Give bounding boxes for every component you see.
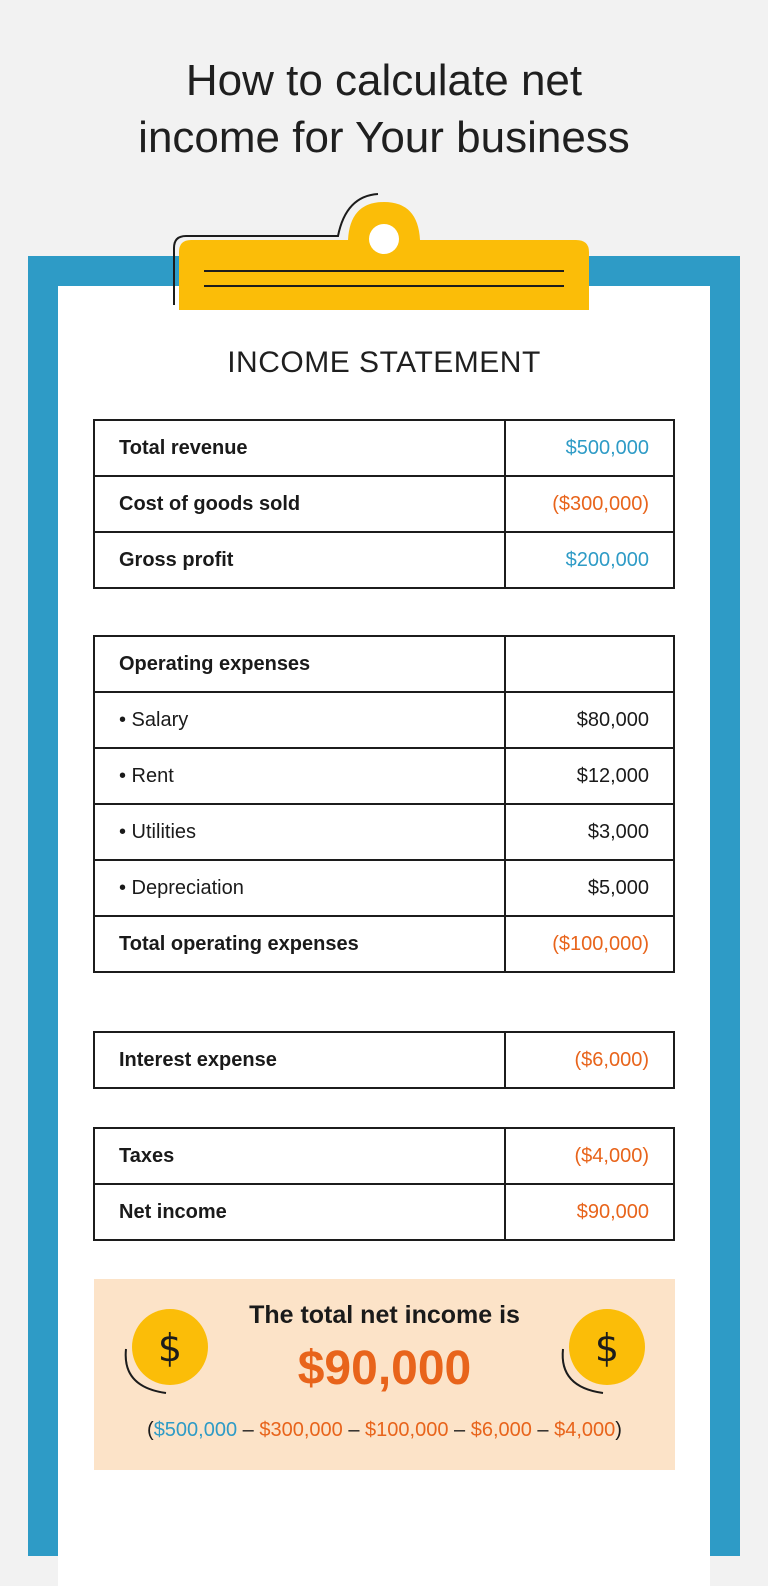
table-row — [94, 1184, 674, 1240]
dollar-coin-icon — [557, 1307, 653, 1399]
row-label: Cost of goods sold — [94, 476, 505, 532]
interest-table — [93, 1031, 675, 1089]
table-row — [94, 1032, 674, 1088]
table-row — [94, 532, 674, 588]
row-value: $90,000 — [505, 1184, 674, 1240]
statement-title: INCOME STATEMENT — [227, 346, 541, 379]
table-row — [94, 804, 674, 860]
row-value: ($4,000) — [505, 1128, 674, 1184]
formula-close: ) — [615, 1419, 622, 1441]
table-row — [94, 860, 674, 916]
page-title — [0, 52, 768, 166]
row-label: Total revenue — [94, 420, 505, 476]
row-label: • Utilities — [94, 804, 505, 860]
title-line-2: income for Your business — [138, 113, 630, 162]
formula-sep: – — [448, 1419, 471, 1441]
row-label: • Rent — [94, 748, 505, 804]
formula-sep: – — [237, 1419, 260, 1441]
table-row — [94, 636, 674, 692]
coin-symbol: $ — [594, 1326, 620, 1370]
table-row — [94, 420, 674, 476]
table-row — [94, 1128, 674, 1184]
row-value: $200,000 — [505, 532, 674, 588]
row-label: Operating expenses — [94, 636, 505, 692]
row-label: Taxes — [94, 1128, 505, 1184]
coin-symbol: $ — [157, 1326, 183, 1370]
dollar-coin-icon — [120, 1307, 216, 1399]
revenue-table — [93, 419, 675, 589]
row-label: Gross profit — [94, 532, 505, 588]
row-value: ($6,000) — [505, 1032, 674, 1088]
row-value: ($100,000) — [505, 916, 674, 972]
table-row — [94, 916, 674, 972]
clipboard-clip-icon — [168, 190, 598, 315]
row-value: $500,000 — [505, 420, 674, 476]
row-value: $80,000 — [505, 692, 674, 748]
formula-opex: $100,000 — [365, 1419, 449, 1441]
summary-amount: $90,000 — [297, 1342, 472, 1395]
row-label: Interest expense — [94, 1032, 505, 1088]
table-row — [94, 692, 674, 748]
formula-revenue: $500,000 — [153, 1419, 238, 1441]
row-value: $12,000 — [505, 748, 674, 804]
formula-open: ( — [147, 1419, 154, 1441]
taxes-net-income-table — [93, 1127, 675, 1241]
summary-heading: The total net income is — [249, 1301, 520, 1329]
formula-sep: – — [342, 1419, 366, 1441]
row-value: ($300,000) — [505, 476, 674, 532]
row-label: • Salary — [94, 692, 505, 748]
table-row — [94, 476, 674, 532]
title-line-1: How to calculate net — [185, 56, 583, 105]
row-label: Net income — [94, 1184, 505, 1240]
row-value: $5,000 — [505, 860, 674, 916]
formula-taxes: $4,000 — [554, 1419, 616, 1441]
formula-interest: $6,000 — [470, 1419, 532, 1441]
operating-expenses-table — [93, 635, 675, 973]
summary-box — [94, 1279, 675, 1470]
formula-cogs: $300,000 — [259, 1419, 343, 1441]
row-value: $3,000 — [505, 804, 674, 860]
row-value — [505, 636, 674, 692]
summary-formula — [94, 1419, 675, 1442]
row-label: Total operating expenses — [94, 916, 505, 972]
formula-sep: – — [531, 1419, 555, 1441]
row-label: • Depreciation — [94, 860, 505, 916]
table-row — [94, 748, 674, 804]
